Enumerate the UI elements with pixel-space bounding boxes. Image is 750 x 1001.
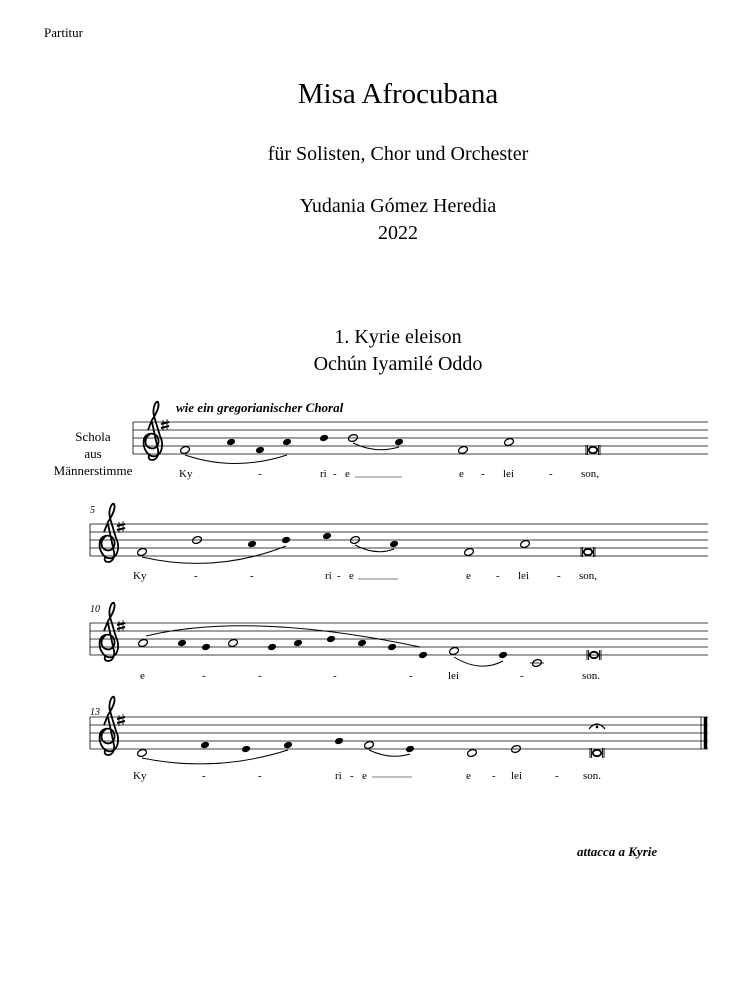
composition-year: 2022 xyxy=(378,222,418,244)
lyric-syllable: - xyxy=(194,570,198,582)
lyric-syllable: Ky xyxy=(179,468,193,480)
staff-system-3 xyxy=(90,603,708,682)
lyrics-line xyxy=(133,770,601,782)
lyric-syllable: son. xyxy=(583,770,602,782)
notes xyxy=(180,433,600,455)
instrument-name-line: Schola xyxy=(75,429,111,444)
lyric-syllable: - xyxy=(258,670,262,682)
lyric-syllable: - xyxy=(549,468,553,480)
staff-lines xyxy=(133,422,708,454)
lyric-syllable: Ky xyxy=(133,770,147,782)
lyric-syllable: e xyxy=(362,770,367,782)
lyric-syllable: - xyxy=(481,468,485,480)
lyric-syllable: son, xyxy=(579,570,598,582)
lyric-syllable: - xyxy=(496,570,500,582)
notes xyxy=(138,635,601,668)
lyric-syllable: ri xyxy=(320,468,327,480)
staff-system-1 xyxy=(133,402,708,480)
lyric-syllable: e xyxy=(466,770,471,782)
lyric-syllable: - xyxy=(333,468,337,480)
sharp-key-signature-icon xyxy=(117,620,125,632)
staff-lines xyxy=(90,524,708,556)
lyric-syllable: - xyxy=(333,670,337,682)
lyric-syllable: - xyxy=(337,570,341,582)
notes xyxy=(137,737,604,758)
lyric-syllable: lei xyxy=(518,570,529,582)
work-title: Misa Afrocubana xyxy=(297,78,499,110)
measure-number: 13 xyxy=(90,707,100,718)
composer-name: Yudania Gómez Heredia xyxy=(299,195,497,217)
movement-subtitle: Ochún Iyamilé Oddo xyxy=(313,353,483,375)
lyric-syllable: Ky xyxy=(133,570,147,582)
lyric-syllable: lei xyxy=(503,468,514,480)
attacca-instruction: attacca a Kyrie xyxy=(577,844,658,859)
treble-clef-icon xyxy=(144,402,162,460)
measure-number: 5 xyxy=(90,505,95,516)
lyrics-line xyxy=(140,670,600,682)
lyric-syllable: lei xyxy=(448,670,459,682)
lyric-syllable: son. xyxy=(582,670,601,682)
lyric-syllable: - xyxy=(350,770,354,782)
instrument-name-line: aus xyxy=(84,446,102,461)
lyrics-line xyxy=(133,570,597,582)
lyric-syllable: - xyxy=(250,570,254,582)
sharp-key-signature-icon xyxy=(117,521,125,533)
treble-clef-icon xyxy=(100,603,118,661)
sharp-key-signature-icon xyxy=(161,419,169,431)
lyric-syllable: e xyxy=(459,468,464,480)
notes xyxy=(137,532,595,557)
instrument-name-line: Männerstimme xyxy=(53,463,133,478)
treble-clef-icon xyxy=(100,504,118,562)
sharp-key-signature-icon xyxy=(117,714,125,726)
lyric-syllable: e xyxy=(349,570,354,582)
staff-system-2 xyxy=(90,504,708,582)
staff-lines xyxy=(90,717,708,749)
lyric-syllable: - xyxy=(258,468,262,480)
lyrics-line xyxy=(179,468,599,480)
treble-clef-icon xyxy=(100,697,118,755)
lyric-syllable: ri xyxy=(325,570,332,582)
lyric-syllable: ri xyxy=(335,770,342,782)
lyric-syllable: - xyxy=(557,570,561,582)
lyric-syllable: - xyxy=(258,770,262,782)
lyric-syllable: - xyxy=(202,670,206,682)
tempo-marking: wie ein gregorianischer Choral xyxy=(176,400,344,415)
lyric-syllable: - xyxy=(520,670,524,682)
lyric-syllable: - xyxy=(492,770,496,782)
lyric-syllable: - xyxy=(202,770,206,782)
lyric-syllable: lei xyxy=(511,770,522,782)
lyric-syllable: - xyxy=(409,670,413,682)
measure-number: 10 xyxy=(90,604,100,615)
movement-title: 1. Kyrie eleison xyxy=(334,326,462,348)
staff-system-4 xyxy=(90,697,708,782)
lyric-syllable: e xyxy=(345,468,350,480)
work-subtitle: für Solisten, Chor und Orchester xyxy=(267,143,529,165)
lyric-syllable: son, xyxy=(581,468,600,480)
lyric-syllable: - xyxy=(555,770,559,782)
lyric-syllable: e xyxy=(140,670,145,682)
staff-lines xyxy=(90,623,708,655)
lyric-syllable: e xyxy=(466,570,471,582)
score-type-label: Partitur xyxy=(44,25,83,40)
